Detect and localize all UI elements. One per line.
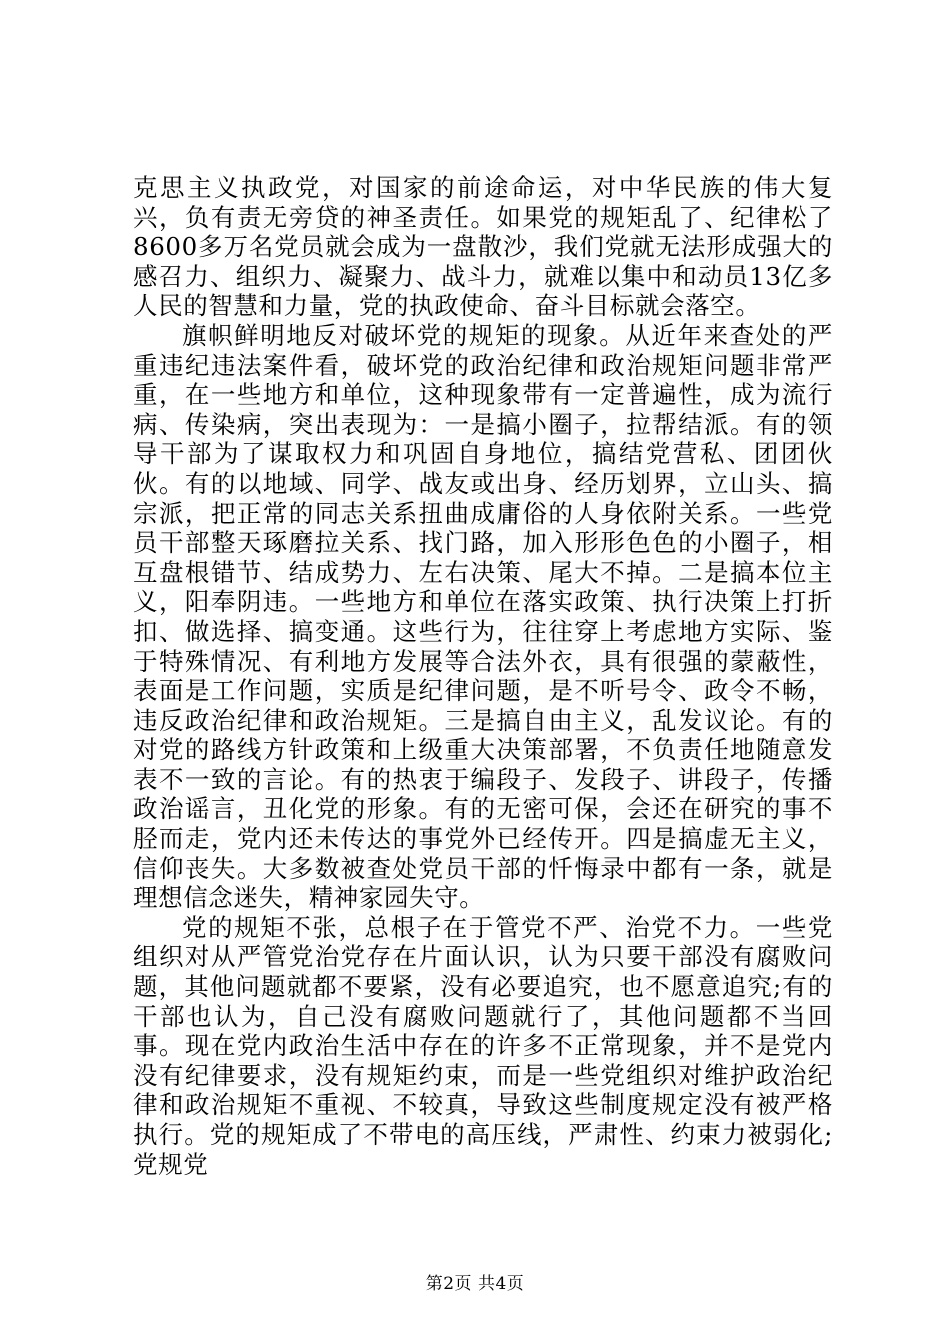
page-footer	[0, 1273, 950, 1295]
body-text	[133, 173, 833, 1179]
paragraph-1: 克思主义执政党，对国家的前途命运，对中华民族的伟大复兴，负有责无旁贷的神圣责任。如果党的规矩乱了、纪律松了8600多万名党员就会成为一盘散沙，我们党就无法形成强大的感召力、组织力、凝聚力、战斗力，就难以集中和动员13亿多人民的智慧和力量，党的执政使命、奋斗目标就会落空。	[133, 173, 833, 321]
paragraph-3: 党的规矩不张，总根子在于管党不严、治党不力。一些党组织对从严管党治党存在片面认识，认为只要干部没有腐败问题，其他问题就都不要紧，没有必要追究，也不愿意追究;有的干部也认为，自己没有腐败问题就行了，其他问题都不当回事。现在党内政治生活中存在的许多不正常现象，并不是党内没有纪律要求，没有规矩约束，而是一些党组织对维护政治纪律和政治规矩不重视、不较真，导致这些制度规定没有被严格执行。党的规矩成了不带电的高压线，严肃性、约束力被弱化;党规党	[133, 912, 833, 1179]
paragraph-2: 旗帜鲜明地反对破坏党的规矩的现象。从近年来查处的严重违纪违法案件看，破坏党的政治纪律和政治规矩问题非常严重，在一些地方和单位，这种现象带有一定普遍性，成为流行病、传染病，突出表现为：一是搞小圈子，拉帮结派。有的领导干部为了谋取权力和巩固自身地位，搞结党营私、团团伙伙。有的以地域、同学、战友或出身、经历划界，立山头、搞宗派，把正常的同志关系扭曲成庸俗的人身依附关系。一些党员干部整天琢磨拉关系、找门路，加入形形色色的小圈子，相互盘根错节、结成势力、左右决策、尾大不掉。二是搞本位主义，阳奉阴违。一些地方和单位在落实政策、执行决策上打折扣、做选择、搞变通。这些行为，往往穿上考虑地方实际、鉴于特殊情况、有利地方发展等合法外衣，具有很强的蒙蔽性，表面是工作问题，实质是纪律问题，是不听号令、政令不畅，违反政治纪律和政治规矩。三是搞自由主义，乱发议论。有的对党的路线方针政策和上级重大决策部署，不负责任地随意发表不一致的言论。有的热衷于编段子、发段子、讲段子，传播政治谣言，丑化党的形象。有的无密可保，会还在研究的事不胫而走，党内还未传达的事党外已经传开。四是搞虚无主义，信仰丧失。大多数被查处党员干部的忏悔录中都有一条，就是理想信念迷失，精神家园失守。	[133, 320, 833, 913]
page-number-label: 第2页 共4页	[425, 1274, 525, 1294]
